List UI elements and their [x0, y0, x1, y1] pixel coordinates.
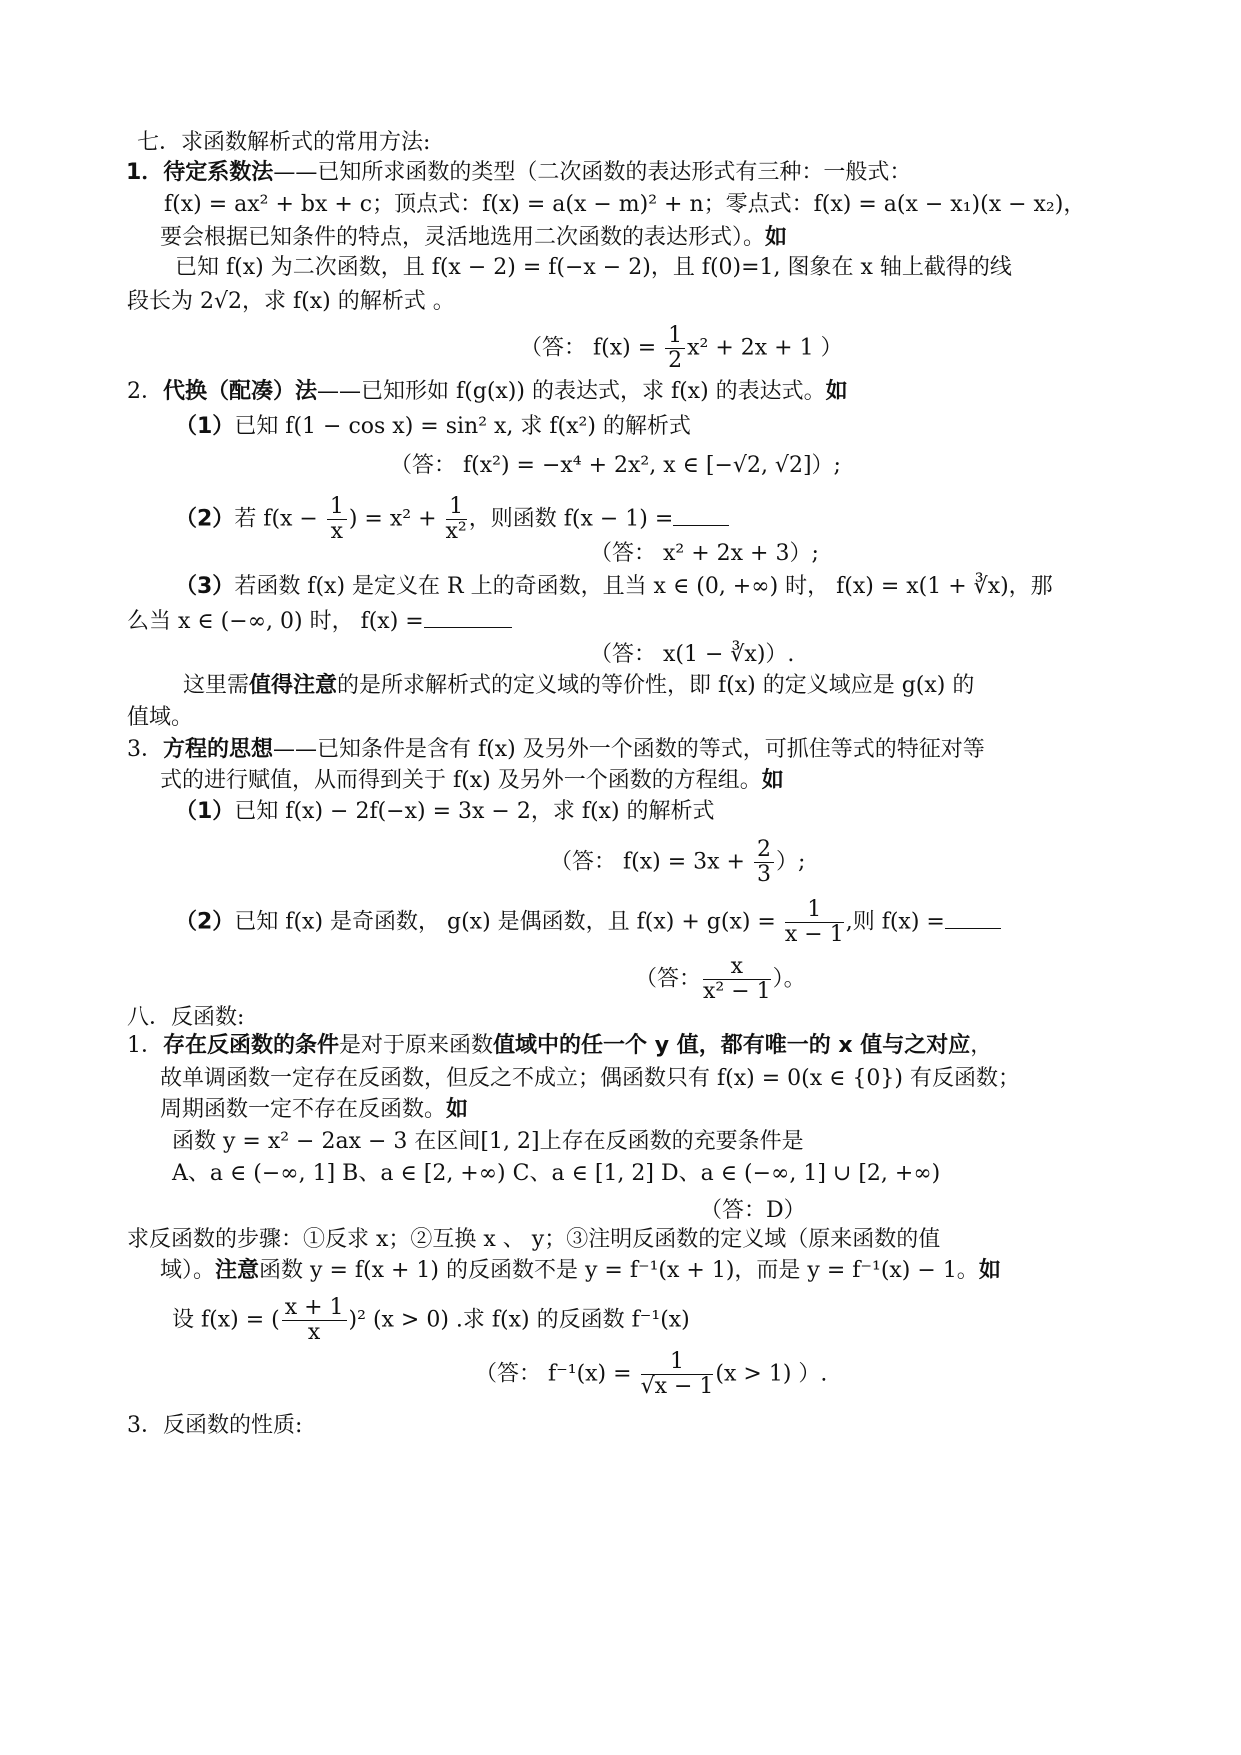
- fraction: [446, 495, 467, 544]
- note-line-b: 值域。: [127, 705, 194, 730]
- problem-text: 已知 f(x) − 2f(−x) = 3x − 2，求 f(x) 的解析式: [234, 799, 715, 824]
- problem-2-3-line-b: [127, 605, 512, 637]
- problem-2-3-answer: （答： x(1 − ∛x)）.: [590, 642, 795, 667]
- answer-prefix: （答： f(x) = 3x +: [550, 849, 752, 875]
- question-text: 设 f(x) = (: [172, 1307, 280, 1333]
- item-text: 域）。: [160, 1258, 216, 1283]
- problem-text: ，则函数 f(x − 1) =: [468, 506, 674, 532]
- example-1-line-a: 已知 f(x) 为二次函数，且 f(x − 2) = f(−x − 2)，且 f(0)=1, 图象在 x 轴上截得的线: [175, 255, 1012, 280]
- example-1-line-b: 段长为 2√2，求 f(x) 的解析式 。: [127, 289, 455, 314]
- problem-text: 若 f(x −: [234, 506, 325, 532]
- method-1-label: 1．待定系数法: [126, 160, 274, 185]
- inverse-item-1-line-2: 故单调函数一定存在反函数，但反之不成立；偶函数只有 f(x) = 0(x ∈ {0}) 有反函数；: [160, 1066, 1020, 1091]
- answer-blank: [424, 605, 512, 628]
- problem-number: （2）: [175, 506, 235, 532]
- inverse-item-3: 3．反函数的性质:: [127, 1413, 303, 1438]
- fraction-numerator: x + 1: [282, 1296, 347, 1321]
- section-7-title: 七．求函数解析式的常用方法:: [137, 130, 431, 155]
- fraction-numerator: 1: [641, 1350, 714, 1375]
- inverse-item-2-question: [172, 1296, 690, 1345]
- note-text: 的是所求解析式的定义域的等价性，即 f(x) 的定义域应是 g(x) 的: [337, 673, 975, 698]
- fraction-numerator: 1: [446, 495, 467, 520]
- problem-text: 么当 x ∈ (−∞, 0) 时， f(x) =: [127, 609, 424, 634]
- answer-blank: [673, 503, 729, 526]
- answer-suffix: (x > 1) ）.: [715, 1361, 828, 1387]
- fraction-denominator: x: [307, 1320, 321, 1345]
- item-text: 是对于原来函数: [339, 1033, 494, 1058]
- fraction-denominator: 2: [668, 348, 683, 373]
- problem-3-2: [175, 898, 1001, 947]
- inverse-item-1-line-3: [160, 1095, 468, 1125]
- problem-number: （1）: [175, 799, 235, 824]
- note-emphasis: 值得注意: [249, 673, 338, 698]
- method-2-number: 2．: [127, 379, 163, 404]
- method-3-label: 方程的思想: [163, 737, 274, 762]
- fraction: [754, 838, 774, 887]
- fraction-numerator: 2: [754, 838, 774, 863]
- problem-2-2: [175, 495, 729, 544]
- method-2-label: 代换（配凑）法: [163, 379, 318, 404]
- problem-number: （3）: [175, 574, 235, 599]
- fraction-numerator: 1: [665, 324, 685, 349]
- example-marker: 如: [765, 225, 788, 250]
- method-1-text: ——已知所求函数的类型（二次函数的表达形式有三种：一般式：: [273, 160, 912, 185]
- example-marker: 如: [446, 1097, 469, 1122]
- fraction-numerator: x: [703, 955, 771, 980]
- fraction-numerator: 1: [785, 898, 844, 923]
- inverse-question: 函数 y = x² − 2ax − 3 在区间[1, 2]上存在反函数的充要条件是: [172, 1129, 804, 1154]
- inverse-item-2-line-2: [160, 1256, 1001, 1286]
- answer-blank: [945, 906, 1001, 929]
- problem-2-2-answer: （答： x² + 2x + 3）;: [590, 541, 819, 566]
- answer-prefix: （答：: [635, 966, 702, 992]
- item-text: 周期函数一定不存在反函数。: [160, 1097, 447, 1122]
- example-marker: 如: [825, 379, 848, 404]
- item-emphasis: 存在反函数的条件: [163, 1033, 340, 1058]
- inverse-options: A、a ∈ (−∞, 1] B、a ∈ [2, +∞) C、a ∈ [1, 2] D、a ∈ (−∞, 1] ∪ [2, +∞): [172, 1161, 941, 1186]
- problem-number: （1）: [175, 414, 235, 439]
- problem-3-1-answer: [550, 838, 805, 887]
- answer-suffix: ）。: [772, 966, 806, 992]
- method-1-line: [126, 158, 911, 188]
- problem-text: ,则 f(x) =: [845, 909, 945, 935]
- fraction: [703, 955, 771, 1004]
- fraction: [282, 1296, 347, 1345]
- problem-3-2-answer: [635, 955, 806, 1004]
- method-1-text2: 要会根据已知条件的特点，灵活地选用二次函数的表达形式）。: [160, 225, 766, 250]
- note-text: 这里需: [183, 673, 250, 698]
- fraction-denominator: x − 1: [784, 922, 844, 947]
- fraction-denominator: 3: [756, 862, 771, 887]
- fraction: [665, 324, 685, 373]
- quadratic-forms: f(x) = ax² + bx + c；顶点式：f(x) = a(x − m)² + n；零点式：f(x) = a(x − x₁)(x − x₂)，: [164, 192, 1086, 217]
- item-emphasis: 值域中的任一个 y 值，都有唯一的 x 值与之对应: [493, 1033, 971, 1058]
- problem-2-1-answer: （答： f(x²) = −x⁴ + 2x², x ∈ [−√2, √2]）;: [390, 453, 841, 478]
- fraction: [785, 898, 844, 947]
- section-8-title: 八．反函数:: [127, 1005, 245, 1030]
- method-3-line: [127, 735, 985, 765]
- problem-text: 已知 f(x) 是奇函数， g(x) 是偶函数，且 f(x) + g(x) =: [234, 909, 783, 935]
- inverse-item-2: 求反函数的步骤：①反求 x；②互换 x 、 y；③注明反函数的定义域（原来函数的值: [127, 1227, 941, 1252]
- item-emphasis: 注意: [215, 1258, 260, 1283]
- answer-prefix: （答： f⁻¹(x) =: [475, 1361, 639, 1387]
- fraction-denominator: √x − 1: [640, 1374, 714, 1399]
- example-1-answer: [520, 324, 843, 373]
- item-number: 1．: [127, 1033, 163, 1058]
- problem-3-1: [175, 797, 715, 827]
- fraction: [327, 495, 347, 544]
- inverse-item-1: [127, 1031, 992, 1061]
- fraction-denominator: x: [330, 519, 344, 544]
- method-2-line: [127, 377, 848, 407]
- inverse-answer: （答：D）: [700, 1198, 806, 1223]
- method-1-text-2: [160, 223, 787, 253]
- answer-suffix: ）;: [775, 849, 806, 875]
- fraction-numerator: 1: [327, 495, 347, 520]
- problem-text: ) = x² +: [348, 506, 444, 532]
- problem-2-1: [175, 412, 691, 442]
- question-text: )² (x > 0) .求 f(x) 的反函数 f⁻¹(x): [348, 1307, 690, 1333]
- problem-text: 若函数 f(x) 是定义在 R 上的奇函数，且当 x ∈ (0, +∞) 时， f(x) = x(1 + ∛x)，那: [234, 574, 1053, 599]
- note-line: [183, 671, 974, 701]
- method-3-text: 式的进行赋值，从而得到关于 f(x) 及另外一个函数的方程组。: [160, 768, 762, 793]
- fraction: [641, 1350, 714, 1399]
- example-marker: 如: [978, 1258, 1001, 1283]
- method-3-text: ——已知条件是含有 f(x) 及另外一个函数的等式，可抓住等式的特征对等: [273, 737, 985, 762]
- inverse-item-2-answer: [475, 1350, 827, 1399]
- problem-2-3-line-a: [175, 572, 1053, 602]
- item-text: 函数 y = f(x + 1) 的反函数不是 y = f⁻¹(x + 1)，而是 y = f⁻¹(x) − 1。: [259, 1258, 979, 1283]
- problem-number: （2）: [175, 909, 235, 935]
- method-3-number: 3．: [127, 737, 163, 762]
- answer-prefix: （答： f(x) =: [520, 335, 664, 361]
- example-marker: 如: [761, 768, 784, 793]
- answer-suffix: x² + 2x + 1 ）: [687, 335, 843, 361]
- method-2-text: ——已知形如 f(g(x)) 的表达式，求 f(x) 的表达式。: [317, 379, 826, 404]
- item-text: ，: [970, 1033, 993, 1058]
- problem-text: 已知 f(1 − cos x) = sin² x, 求 f(x²) 的解析式: [234, 414, 691, 439]
- fraction-denominator: x²: [445, 519, 467, 544]
- method-3-line-b: [160, 766, 784, 796]
- fraction-denominator: x² − 1: [703, 979, 771, 1004]
